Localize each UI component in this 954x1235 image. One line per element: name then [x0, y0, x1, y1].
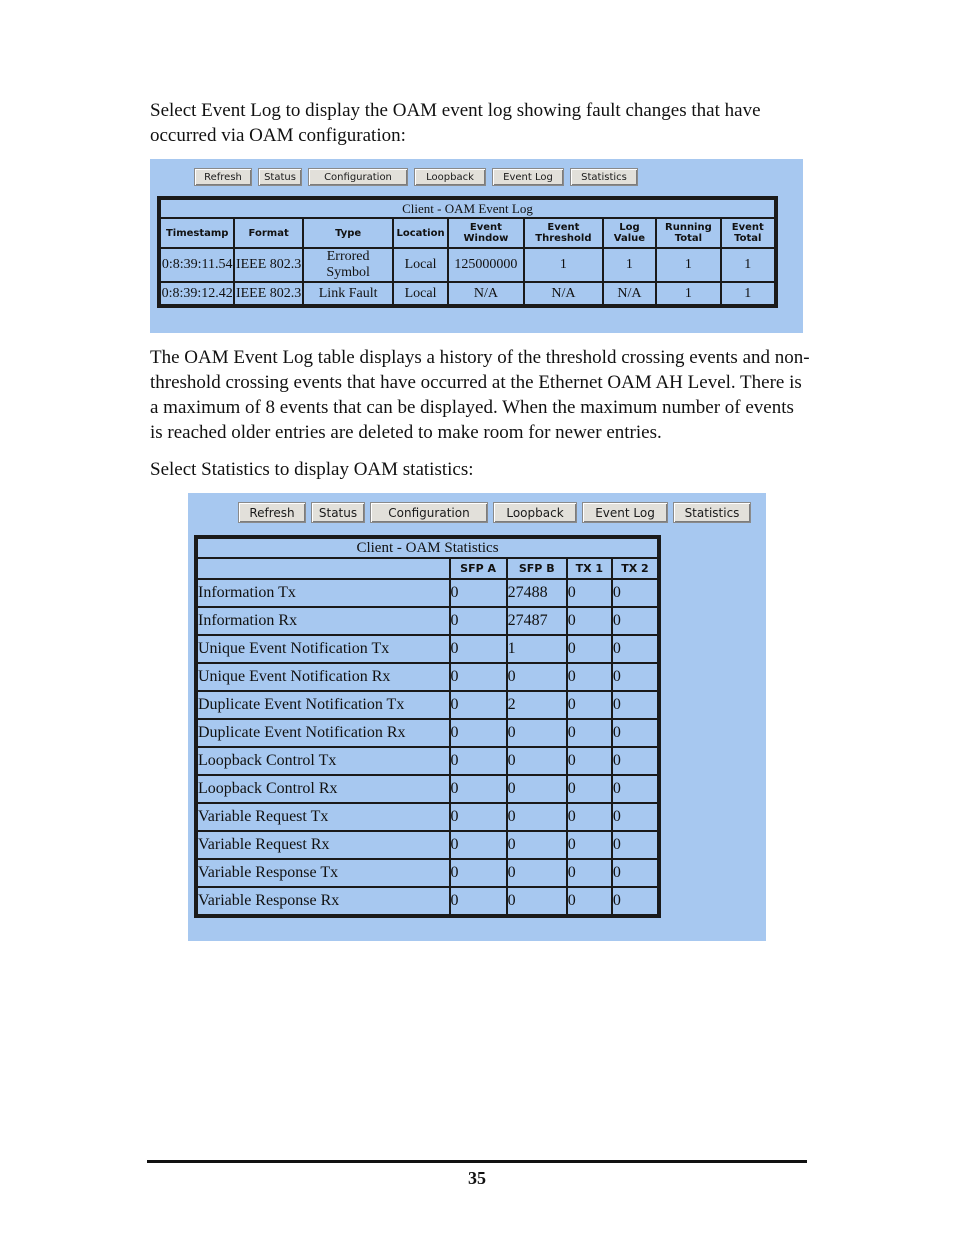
cell-sfp-a: 0	[451, 832, 506, 858]
cell-sfp-a: 0	[451, 804, 506, 830]
row-label: Duplicate Event Notification Tx	[198, 692, 449, 718]
column-header-counter	[198, 559, 449, 578]
table-row	[198, 664, 657, 690]
loopback-button[interactable]: Loopback	[414, 168, 486, 186]
cell-tx-2: 0	[613, 804, 657, 830]
table-row	[198, 608, 657, 634]
row-label: Variable Response Rx	[198, 888, 449, 914]
cell-sfp-b: 2	[508, 692, 566, 718]
table-row	[198, 748, 657, 774]
column-header-tx-2: TX 2	[613, 559, 657, 578]
column-header-sfp-a: SFP A	[451, 559, 506, 578]
cell-event-window: 125000000	[449, 249, 523, 281]
refresh-button[interactable]: Refresh	[238, 502, 306, 523]
cell-sfp-b: 0	[508, 748, 566, 774]
cell-sfp-b: 0	[508, 888, 566, 914]
statistics-table-title: Client - OAM Statistics	[198, 539, 657, 557]
cell-tx-1: 0	[568, 832, 611, 858]
cell-sfp-a: 0	[451, 776, 506, 802]
statistics-table	[194, 535, 661, 918]
cell-format: IEEE 802.3	[235, 283, 301, 304]
statistics-button[interactable]: Statistics	[570, 168, 638, 186]
cell-tx-2: 0	[613, 692, 657, 718]
column-header-event-window: Event Window	[449, 219, 523, 247]
row-label: Loopback Control Rx	[198, 776, 449, 802]
cell-log-value: N/A	[604, 283, 656, 304]
page-number: 35	[468, 1168, 486, 1188]
event-log-button-bar	[194, 168, 638, 186]
column-header-sfp-b: SFP B	[508, 559, 566, 578]
column-header-type: Type	[304, 219, 393, 247]
table-row	[198, 580, 657, 606]
table-row	[161, 283, 774, 304]
cell-tx-2: 0	[613, 720, 657, 746]
cell-tx-2: 0	[613, 636, 657, 662]
row-label: Variable Request Rx	[198, 832, 449, 858]
row-label: Information Rx	[198, 608, 449, 634]
column-header-log-value: Log Value	[604, 219, 656, 247]
cell-sfp-b: 0	[508, 776, 566, 802]
column-header-running-total: Running Total	[657, 219, 719, 247]
cell-sfp-b: 0	[508, 832, 566, 858]
row-label: Variable Request Tx	[198, 804, 449, 830]
cell-tx-1: 0	[568, 860, 611, 886]
configuration-button[interactable]: Configuration	[308, 168, 408, 186]
cell-event-window: N/A	[449, 283, 523, 304]
table-row	[198, 776, 657, 802]
cell-event-total: 1	[722, 249, 774, 281]
event-log-table	[157, 196, 778, 308]
cell-format: IEEE 802.3	[235, 249, 301, 281]
cell-sfp-a: 0	[451, 860, 506, 886]
statistics-button[interactable]: Statistics	[673, 502, 751, 523]
row-label: Duplicate Event Notification Rx	[198, 720, 449, 746]
column-header-event-total: Event Total	[722, 219, 774, 247]
cell-sfp-a: 0	[451, 748, 506, 774]
cell-tx-1: 0	[568, 580, 611, 606]
cell-tx-1: 0	[568, 720, 611, 746]
table-row	[198, 832, 657, 858]
cell-tx-1: 0	[568, 692, 611, 718]
cell-location: Local	[394, 283, 446, 304]
table-row	[198, 636, 657, 662]
row-label: Unique Event Notification Rx	[198, 664, 449, 690]
cell-event-total: 1	[722, 283, 774, 304]
column-header-location: Location	[394, 219, 446, 247]
cell-tx-1: 0	[568, 608, 611, 634]
column-header-timestamp: Timestamp	[161, 219, 233, 247]
statistics-button-bar	[238, 502, 751, 523]
event-log-table-title: Client - OAM Event Log	[161, 200, 774, 217]
row-label: Variable Response Tx	[198, 860, 449, 886]
cell-tx-2: 0	[613, 664, 657, 690]
column-header-format: Format	[235, 219, 301, 247]
cell-sfp-b: 27488	[508, 580, 566, 606]
statistics-intro-paragraph: Select Statistics to display OAM statistics:	[150, 459, 474, 480]
status-button[interactable]: Status	[311, 502, 365, 523]
event-log-button[interactable]: Event Log	[582, 502, 668, 523]
cell-timestamp: 0:8:39:12.42	[161, 283, 233, 304]
table-row	[198, 692, 657, 718]
refresh-button[interactable]: Refresh	[194, 168, 252, 186]
table-row	[161, 249, 774, 281]
cell-tx-1: 0	[568, 776, 611, 802]
cell-tx-1: 0	[568, 888, 611, 914]
cell-type: Link Fault	[304, 283, 393, 304]
cell-tx-2: 0	[613, 888, 657, 914]
cell-tx-2: 0	[613, 580, 657, 606]
cell-sfp-a: 0	[451, 580, 506, 606]
loopback-button[interactable]: Loopback	[493, 502, 577, 523]
cell-sfp-a: 0	[451, 636, 506, 662]
cell-sfp-b: 27487	[508, 608, 566, 634]
cell-log-value: 1	[604, 249, 656, 281]
cell-timestamp: 0:8:39:11.54	[161, 249, 233, 281]
cell-event-threshold: 1	[525, 249, 601, 281]
cell-tx-2: 0	[613, 748, 657, 774]
table-row	[198, 860, 657, 886]
cell-tx-2: 0	[613, 860, 657, 886]
cell-sfp-b: 0	[508, 720, 566, 746]
configuration-button[interactable]: Configuration	[370, 502, 488, 523]
cell-location: Local	[394, 249, 446, 281]
cell-tx-1: 0	[568, 748, 611, 774]
cell-sfp-b: 0	[508, 804, 566, 830]
cell-sfp-a: 0	[451, 692, 506, 718]
cell-tx-2: 0	[613, 832, 657, 858]
cell-sfp-a: 0	[451, 664, 506, 690]
cell-tx-1: 0	[568, 636, 611, 662]
cell-running-total: 1	[657, 283, 719, 304]
footer-rule	[147, 1160, 807, 1163]
cell-tx-2: 0	[613, 776, 657, 802]
cell-sfp-a: 0	[451, 888, 506, 914]
cell-tx-1: 0	[568, 664, 611, 690]
cell-event-threshold: N/A	[525, 283, 601, 304]
row-label: Unique Event Notification Tx	[198, 636, 449, 662]
column-header-tx-1: TX 1	[568, 559, 611, 578]
cell-type: Errored Symbol	[304, 249, 393, 281]
row-label: Information Tx	[198, 580, 449, 606]
row-label: Loopback Control Tx	[198, 748, 449, 774]
cell-tx-2: 0	[613, 608, 657, 634]
table-row	[198, 804, 657, 830]
cell-sfp-b: 1	[508, 636, 566, 662]
cell-running-total: 1	[657, 249, 719, 281]
cell-sfp-a: 0	[451, 608, 506, 634]
cell-sfp-a: 0	[451, 720, 506, 746]
cell-tx-1: 0	[568, 804, 611, 830]
event-log-button[interactable]: Event Log	[492, 168, 564, 186]
status-button[interactable]: Status	[258, 168, 302, 186]
table-row	[198, 888, 657, 914]
column-header-event-threshold: Event Threshold	[525, 219, 601, 247]
description-paragraph: The OAM Event Log table displays a history of the threshold crossing events and non-threshold crossing events that have occurred at the Ethernet OAM AH Level. There is a maximum of 8 events that can be displayed. When the maximum number of events is reached older entries are deleted to make room for newer entries.	[150, 347, 810, 443]
intro-paragraph: Select Event Log to display the OAM event log showing fault changes that have occurred via OAM configuration:	[150, 100, 761, 146]
cell-sfp-b: 0	[508, 860, 566, 886]
table-row	[198, 720, 657, 746]
cell-sfp-b: 0	[508, 664, 566, 690]
